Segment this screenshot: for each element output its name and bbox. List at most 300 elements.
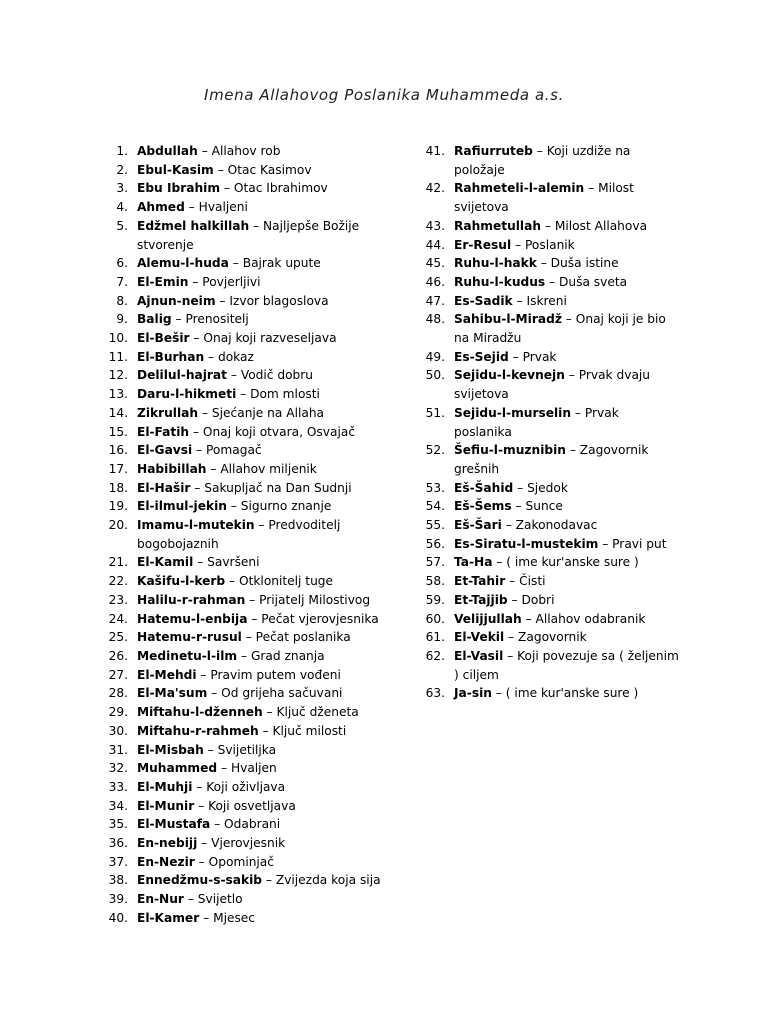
item-name: Ruhu-l-hakk [454,256,537,271]
item-name: En-Nezir [137,854,195,869]
item-number: 47. [425,293,445,308]
item-meaning: Opominjač [208,854,274,869]
list-item [420,142,680,179]
item-text [137,441,404,460]
item-meaning: Ključ dženeta [276,705,359,720]
item-separator: – [561,312,576,327]
list-item [104,871,404,890]
item-text [137,516,404,553]
list-item [420,348,680,367]
list-item [104,628,404,647]
item-name: Balig [137,312,172,327]
item-name: Et-Tajjib [454,592,508,607]
list-item [104,385,404,404]
item-name: Eš-Šems [454,499,512,514]
item-separator: – [197,144,212,158]
item-separator: – [197,836,212,851]
list-item [104,142,404,161]
item-name: Rahmetullah [454,218,542,233]
list-item [104,666,404,685]
item-number: 1. [116,144,128,158]
item-text [454,591,680,610]
item-text [137,797,404,816]
item-meaning: Zagovornik grešnih [454,443,649,476]
list-item [104,441,404,460]
item-text [137,572,404,591]
item-separator: – [203,742,218,757]
item-separator: – [213,162,228,177]
item-name: Ebul-Kasim [137,162,214,177]
list-item [104,890,404,909]
names-list-left [104,142,404,928]
item-meaning: Čisti [519,574,546,589]
item-number: 58. [425,574,445,589]
item-separator: – [258,723,273,738]
item-name: Zikrullah [137,405,199,420]
item-number: 57. [425,555,445,570]
item-text [137,310,404,329]
item-number: 15. [108,424,128,439]
item-separator: – [503,648,518,663]
list-item [104,404,404,423]
item-text [137,329,404,348]
item-separator: – [194,854,209,869]
item-separator: – [194,798,209,813]
item-separator: – [192,779,207,794]
item-number: 59. [425,592,445,607]
item-number: 25. [108,630,128,645]
item-number: 56. [425,536,445,551]
item-number: 18. [108,480,128,495]
item-number: 17. [108,461,128,476]
item-text [137,479,404,498]
item-separator: – [189,331,204,346]
item-meaning: Grad znanja [250,648,325,663]
item-meaning: Odabrani [224,817,281,832]
item-separator: – [521,611,536,626]
list-item [420,535,680,554]
item-text [454,535,680,554]
item-number: 16. [108,443,128,458]
item-text [454,610,680,629]
item-number: 50. [425,368,445,383]
item-meaning: Allahov miljenik [220,461,317,476]
item-number: 11. [108,349,128,364]
item-text [454,348,680,367]
item-number: 6. [116,256,128,271]
item-number: 44. [425,237,445,252]
item-name: Sejidu-l-kevnejn [454,368,565,383]
list-item [420,404,680,441]
list-item [104,815,404,834]
item-text [454,292,680,311]
list-item [420,292,680,311]
item-number: 36. [108,836,128,851]
list-item [420,479,680,498]
item-number: 49. [425,349,445,364]
item-name: Velijjullah [454,611,522,626]
item-name: Ebu Ibrahim [137,181,221,196]
list-item [104,684,404,703]
item-text [454,647,680,684]
item-separator: – [504,630,519,645]
item-name: Medinetu-l-ilm [137,648,238,663]
item-name: El-Vekil [454,630,505,645]
item-name: El-Mehdi [137,667,197,682]
item-separator: – [207,686,222,701]
item-number: 60. [425,611,445,626]
item-number: 45. [425,256,445,271]
item-number: 41. [425,144,445,158]
item-meaning: Koji uzdiže na položaje [454,144,631,177]
item-name: Abdullah [137,144,198,158]
list-item [104,909,404,928]
item-meaning: Predvoditelj bogobojaznih [137,518,341,551]
item-text [454,684,680,703]
item-meaning: Prvak poslanika [454,405,619,439]
list-item [104,834,404,853]
item-separator: – [511,237,525,252]
item-text [137,778,404,797]
item-name: Delilul-hajrat [137,368,227,383]
item-meaning: Iskreni [526,293,567,308]
item-separator: – [512,293,527,308]
item-text [137,142,404,161]
item-meaning: Otac Kasimov [227,162,312,177]
item-separator: – [204,349,218,364]
item-text [454,516,680,535]
item-number: 26. [108,648,128,663]
item-text [137,273,404,292]
item-number: 53. [425,480,445,495]
item-meaning: Prenositelj [185,312,249,327]
item-text [137,385,404,404]
item-separator: – [584,181,599,196]
item-meaning: Pečat poslanika [255,630,351,645]
item-separator: – [507,592,522,607]
item-number: 55. [425,518,445,533]
list-item [104,310,404,329]
list-item [104,722,404,741]
item-name: Ta-Ha [454,555,493,570]
list-item [104,348,404,367]
item-meaning: Prvak dvaju svijetova [454,368,651,402]
list-item [420,610,680,629]
item-text [454,366,680,403]
list-item [420,553,680,572]
item-meaning: Pravi put [612,536,667,551]
item-number: 61. [425,630,445,645]
item-text [454,217,680,236]
names-list-right [420,142,680,703]
item-separator: – [210,817,225,832]
item-text [137,161,404,180]
list-item [104,161,404,180]
item-name: El-Muhji [137,779,193,794]
item-text [137,423,404,442]
item-meaning: Sigurno znanje [240,499,332,514]
item-name: El-ilmul-jekin [137,499,227,514]
item-separator: – [190,480,205,495]
list-item [104,741,404,760]
item-number: 4. [116,200,128,215]
item-text [137,909,404,928]
list-item [104,553,404,572]
item-meaning: Duša istine [550,256,619,271]
list-item [104,366,404,385]
item-separator: – [226,368,241,383]
item-meaning: Allahov odabranik [535,611,646,626]
item-name: Habibillah [137,461,207,476]
list-item [104,778,404,797]
item-separator: – [564,368,579,383]
item-meaning: Koji oživljava [206,779,286,794]
item-separator: – [262,873,276,888]
item-name: Ennedžmu-s-sakib [137,873,262,888]
item-separator: – [532,144,547,158]
item-separator: – [217,761,231,776]
item-number: 40. [108,910,128,925]
item-meaning: Ključ milosti [272,723,347,738]
item-separator: – [193,555,208,570]
item-separator: – [254,518,269,533]
item-number: 7. [116,274,128,289]
item-number: 62. [425,648,445,663]
item-number: 43. [425,218,445,233]
list-item [420,236,680,255]
item-separator: – [247,611,262,626]
item-text [454,553,680,572]
item-number: 48. [425,312,445,327]
item-meaning: Milost svijetova [454,181,634,215]
list-item [104,273,404,292]
item-name: El-Burhan [137,349,205,364]
item-meaning: Vodič dobru [240,368,314,383]
list-item [104,497,404,516]
item-meaning: Pečat vjerovjesnika [261,611,379,626]
item-number: 38. [108,873,128,888]
item-name: Rafiurruteb [454,144,533,158]
list-item [420,516,680,535]
item-separator: – [565,443,580,458]
item-number: 63. [425,686,445,701]
item-separator: – [598,536,613,551]
item-name: El-Kamil [137,555,194,570]
item-meaning: Duša sveta [559,274,628,289]
item-meaning: Zagovornik [518,630,587,645]
item-name: El-Kamer [137,910,200,925]
item-name: Kašifu-l-kerb [137,574,226,589]
list-item [420,366,680,403]
item-name: Es-Siratu-l-mustekim [454,536,599,551]
item-text [137,834,404,853]
item-meaning: Mjesec [213,910,256,925]
item-separator: – [188,274,203,289]
item-name: Daru-l-hikmeti [137,387,237,402]
item-number: 13. [108,387,128,402]
item-name: El-Ma'sum [137,686,208,701]
item-name: Sejidu-l-murselin [454,405,572,420]
item-number: 28. [108,686,128,701]
item-name: El-Emin [137,274,189,289]
item-number: 35. [108,817,128,832]
item-number: 10. [108,331,128,346]
item-separator: – [236,387,251,402]
item-text [137,404,404,423]
item-meaning: Pomagač [206,443,262,458]
item-separator: – [245,592,260,607]
list-item [104,217,404,254]
list-item [104,572,404,591]
item-text [137,610,404,629]
item-meaning: Onaj koji razveseljava [203,331,337,346]
item-meaning: Onaj koji otvara, Osvajač [202,424,356,439]
item-meaning: Dobri [521,592,555,607]
item-meaning: Milost Allahova [554,218,648,233]
item-meaning: Svijetiljka [217,742,277,757]
item-separator: – [220,181,234,196]
item-separator: – [196,667,211,682]
item-separator: – [237,648,251,663]
item-meaning: Izvor blagoslova [229,293,329,308]
item-text [137,759,404,778]
item-meaning: Hvaljeni [198,200,248,215]
item-separator: – [199,910,214,925]
list-item [104,329,404,348]
item-name: Muhammed [137,761,218,776]
list-item [104,591,404,610]
item-number: 19. [108,499,128,514]
item-name: Es-Sejid [454,349,509,364]
item-name: Ahmed [137,200,185,215]
item-text [137,366,404,385]
list-item [104,423,404,442]
item-meaning: Otklonitelj tuge [239,574,334,589]
item-name: Alemu-l-huda [137,256,229,271]
item-separator: – [226,499,241,514]
item-number: 34. [108,798,128,813]
list-item [420,217,680,236]
item-meaning: Najljepše Božije stvorenje [137,218,360,252]
item-name: Ja-sin [454,686,492,701]
item-number: 5. [116,218,128,233]
item-meaning: Svijetlo [197,892,243,907]
item-number: 27. [108,667,128,682]
list-item [104,703,404,722]
item-separator: – [215,293,230,308]
list-item [420,647,680,684]
item-text [137,591,404,610]
item-meaning: Pravim putem vođeni [210,667,341,682]
item-separator: – [183,892,198,907]
item-name: Eš-Šari [454,518,502,533]
item-text [137,853,404,872]
item-meaning: Allahov rob [211,144,281,158]
item-separator: – [171,312,186,327]
item-text [454,479,680,498]
item-meaning: Vjerovjesnik [211,836,286,851]
item-text [454,628,680,647]
item-meaning: Otac Ibrahimov [233,181,328,196]
item-meaning: Dom mlosti [250,387,320,402]
item-text [137,684,404,703]
item-meaning: Bajrak upute [242,256,321,271]
item-text [454,142,680,179]
item-name: El-Fatih [137,424,190,439]
item-number: 39. [108,892,128,907]
item-number: 2. [116,162,128,177]
list-item [420,684,680,703]
item-text [137,871,404,890]
list-item [104,610,404,629]
item-name: Miftahu-l-dženneh [137,705,263,720]
item-number: 21. [108,555,128,570]
item-number: 30. [108,723,128,738]
item-number: 8. [116,293,128,308]
item-separator: – [241,630,256,645]
item-meaning: dokaz [217,349,254,364]
item-meaning: Prijatelj Milostivog [259,592,371,607]
item-text [137,741,404,760]
item-number: 32. [108,761,128,776]
item-number: 31. [108,742,128,757]
list-item [104,198,404,217]
item-separator: – [184,200,199,215]
item-meaning: Koji povezuje sa ( željenim ) ciljem [454,648,679,682]
item-text [137,292,404,311]
item-name: Es-Sadik [454,293,513,308]
item-name: Sahibu-l-Miradž [454,312,562,327]
item-name: Šefiu-l-muznibin [454,443,566,458]
item-separator: – [545,274,559,289]
list-item [420,273,680,292]
item-name: El-Bešir [137,331,190,346]
item-separator: – [501,518,516,533]
item-meaning: Prvak [522,349,557,364]
item-meaning: Savršeni [207,555,260,570]
item-text [137,666,404,685]
item-text [137,198,404,217]
list-item [420,254,680,273]
item-name: Hatemu-l-enbija [137,611,248,626]
list-item [104,853,404,872]
item-separator: – [189,424,203,439]
item-meaning: Hvaljen [230,761,277,776]
list-item [420,591,680,610]
item-name: El-Misbah [137,742,204,757]
item-number: 12. [108,368,128,383]
item-name: El-Mustafa [137,817,211,832]
item-name: Et-Tahir [454,574,506,589]
item-text [454,572,680,591]
item-separator: – [492,555,507,570]
item-name: Rahmeteli-l-alemin [454,181,585,196]
list-item [104,292,404,311]
item-meaning: Sjećanje na Allaha [211,405,325,420]
item-separator: – [491,686,506,701]
item-text [454,497,680,516]
item-separator: – [571,405,585,420]
item-separator: – [262,705,277,720]
item-meaning: ( ime kur'anske sure ) [505,686,639,701]
item-number: 24. [108,611,128,626]
item-text [137,497,404,516]
item-separator: – [541,218,555,233]
item-name: El-Munir [137,798,195,813]
item-separator: – [536,256,551,271]
item-name: Eš-Šahid [454,480,514,495]
item-text [454,404,680,441]
